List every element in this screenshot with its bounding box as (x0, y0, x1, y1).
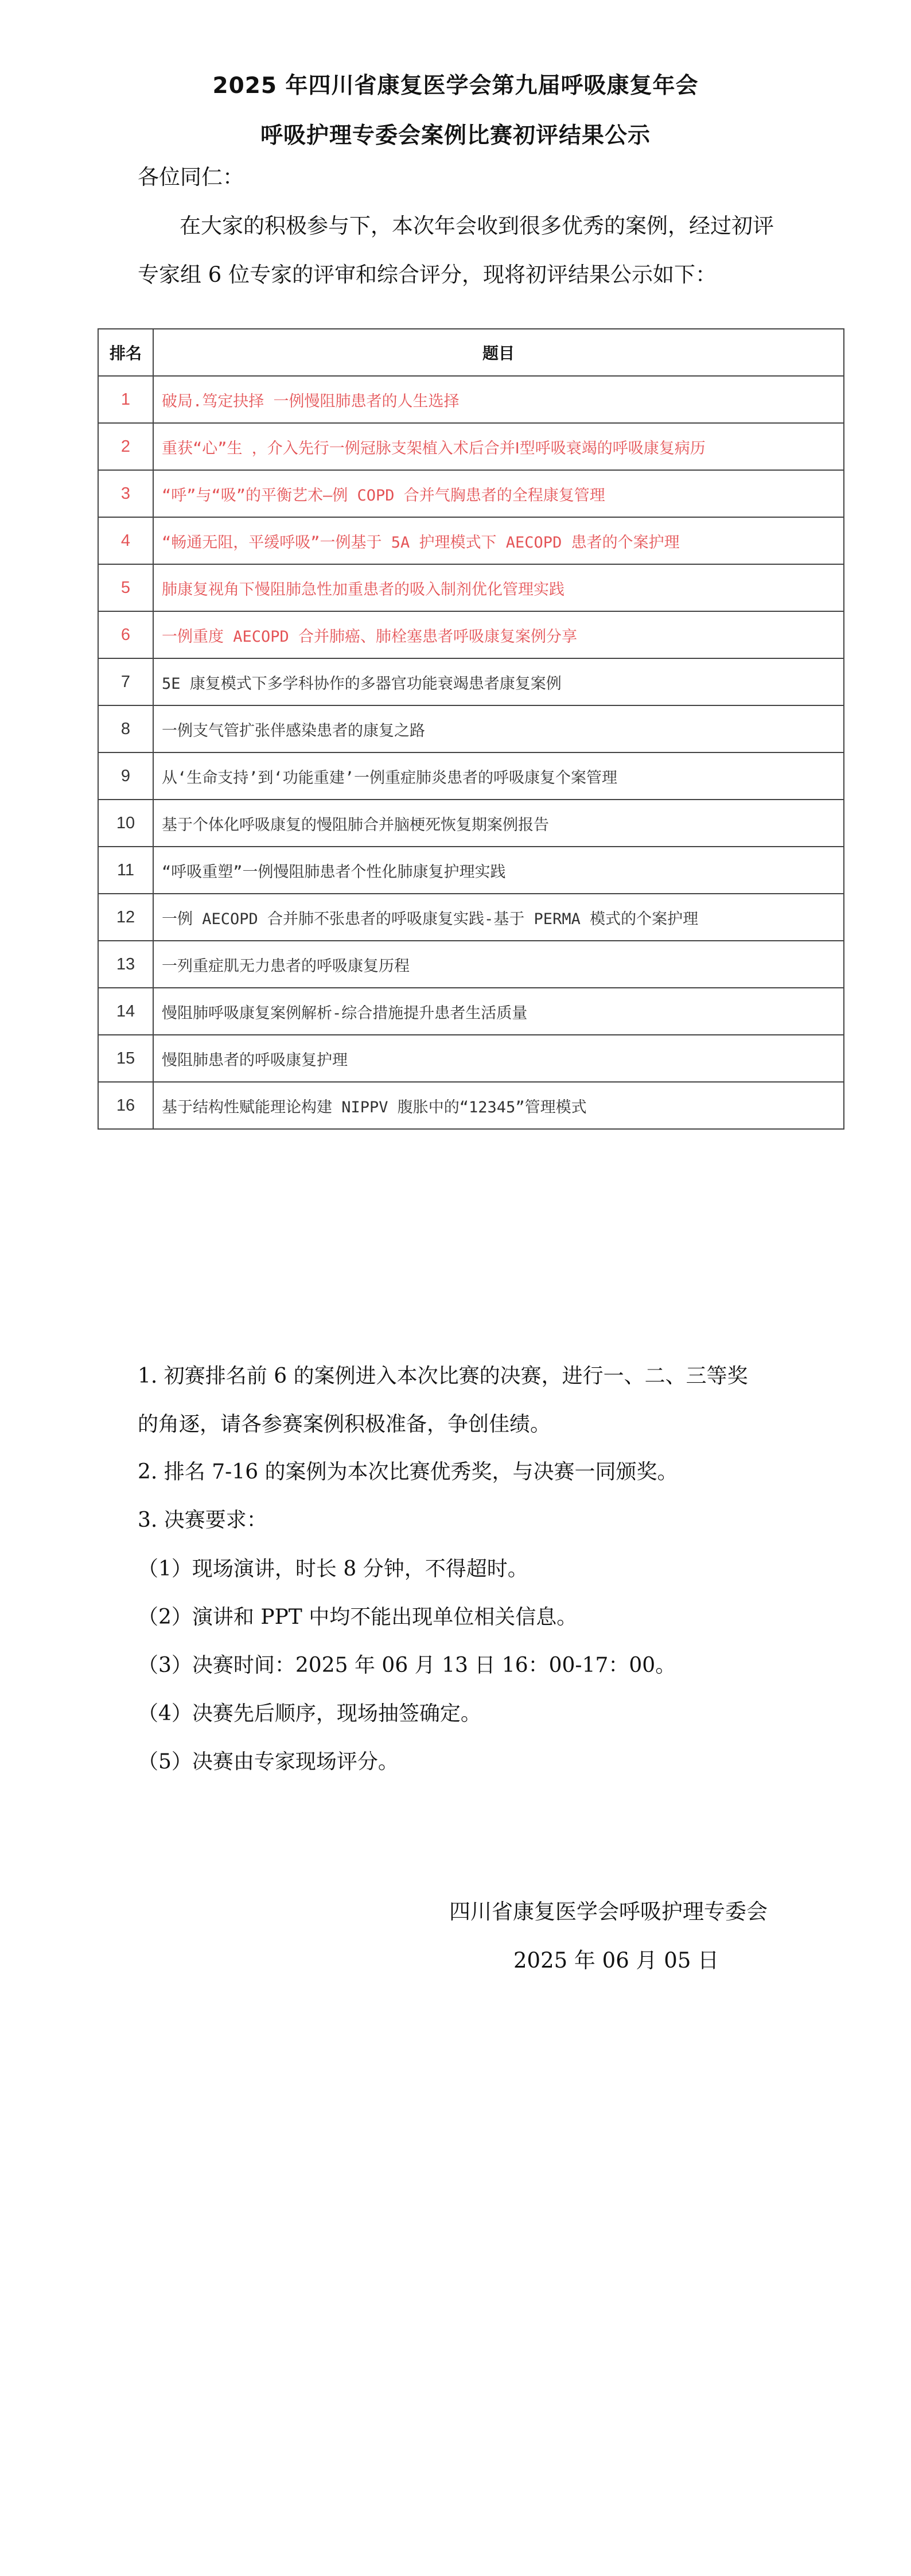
rank-cell: 3 (98, 470, 153, 517)
table-row (98, 423, 844, 470)
requirement-1: （1）现场演讲，时长 8 分钟，不得超时。 (138, 1557, 528, 1581)
requirement-5: （5）决赛由专家现场评分。 (138, 1750, 399, 1774)
rank-cell: 4 (98, 517, 153, 564)
topic-cell: 一列重症肌无力患者的呼吸康复历程 (153, 941, 844, 988)
table-row (98, 658, 844, 705)
table-row (98, 611, 844, 658)
intro-line-2: 专家组 6 位专家的评审和综合评分，现将初评结果公示如下： (138, 262, 717, 287)
topic-cell: 破局.笃定抉择 一例慢阻肺患者的人生选择 (153, 376, 844, 423)
table-row (98, 752, 844, 800)
rank-cell: 13 (98, 941, 153, 988)
intro-line-1: 在大家的积极参与下，本次年会收到很多优秀的案例，经过初评 (180, 214, 774, 238)
topic-cell: 一例 AECOPD 合并肺不张患者的呼吸康复实践-基于 PERMA 模式的个案护理 (153, 894, 844, 941)
rank-cell: 12 (98, 894, 153, 941)
topic-cell: 基于结构性赋能理论构建 NIPPV 腹胀中的“12345”管理模式 (153, 1082, 844, 1129)
table-row (98, 376, 844, 423)
table-header-row (98, 329, 844, 376)
rank-cell: 8 (98, 705, 153, 752)
topic-cell: “畅通无阻，平缓呼吸”一例基于 5A 护理模式下 AECOPD 患者的个案护理 (153, 517, 844, 564)
note-1-line-2: 的角逐，请各参赛案例积极准备，争创佳绩。 (138, 1413, 551, 1436)
note-3: 3. 决赛要求： (138, 1508, 267, 1532)
topic-cell: 慢阻肺患者的呼吸康复护理 (153, 1035, 844, 1082)
topic-cell: 重获“心”生 ，介入先行一例冠脉支架植入术后合并Ⅰ型呼吸衰竭的呼吸康复病历 (153, 423, 844, 470)
table-row (98, 941, 844, 988)
note-1-line-1: 1. 初赛排名前 6 的案例进入本次比赛的决赛，进行一、二、三等奖 (138, 1364, 748, 1388)
rank-cell: 6 (98, 611, 153, 658)
table-row (98, 1035, 844, 1082)
greeting: 各位同仁： (138, 165, 244, 189)
rank-cell: 16 (98, 1082, 153, 1129)
results-table (98, 328, 844, 1130)
topic-cell: 一例支气管扩张伴感染患者的康复之路 (153, 705, 844, 752)
rank-cell: 1 (98, 376, 153, 423)
topic-cell: 慢阻肺呼吸康复案例解析-综合措施提升患者生活质量 (153, 988, 844, 1035)
table-row (98, 988, 844, 1035)
table-row (98, 800, 844, 847)
topic-cell: 基于个体化呼吸康复的慢阻肺合并脑梗死恢复期案例报告 (153, 800, 844, 847)
table-row (98, 847, 844, 894)
rank-cell: 9 (98, 752, 153, 800)
table-row (98, 517, 844, 564)
rank-cell: 11 (98, 847, 153, 894)
title-line-2: 呼吸护理专委会案例比赛初评结果公示 (260, 123, 651, 149)
requirement-2: （2）演讲和 PPT 中均不能出现单位相关信息。 (138, 1605, 578, 1629)
rank-cell: 14 (98, 988, 153, 1035)
signature-date: 2025 年 06 月 05 日 (513, 1948, 719, 1973)
topic-cell: 肺康复视角下慢阻肺急性加重患者的吸入制剂优化管理实践 (153, 564, 844, 611)
topic-header: 题目 (153, 329, 844, 376)
topic-cell: “呼”与“吸”的平衡艺术—例 COPD 合并气胸患者的全程康复管理 (153, 470, 844, 517)
results-body (98, 376, 844, 1129)
note-2: 2. 排名 7-16 的案例为本次比赛优秀奖，与决赛一同颁奖。 (138, 1460, 678, 1484)
table-row (98, 705, 844, 752)
requirement-3: （3）决赛时间：2025 年 06 月 13 日 16：00-17：00。 (138, 1654, 676, 1677)
table-row (98, 470, 844, 517)
rank-cell: 10 (98, 800, 153, 847)
requirement-4: （4）决赛先后顺序，现场抽签确定。 (138, 1702, 481, 1725)
table-row (98, 1082, 844, 1129)
table-row (98, 894, 844, 941)
topic-cell: 从‘生命支持’到‘功能重建’一例重症肺炎患者的呼吸康复个案管理 (153, 752, 844, 800)
title-line-1: 2025 年四川省康复医学会第九届呼吸康复年会 (212, 73, 699, 99)
topic-cell: “呼吸重塑”一例慢阻肺患者个性化肺康复护理实践 (153, 847, 844, 894)
rank-cell: 2 (98, 423, 153, 470)
signature-organization: 四川省康复医学会呼吸护理专委会 (449, 1899, 768, 1924)
rank-cell: 5 (98, 564, 153, 611)
rank-cell: 15 (98, 1035, 153, 1082)
topic-cell: 一例重度 AECOPD 合并肺癌、肺栓塞患者呼吸康复案例分享 (153, 611, 844, 658)
topic-cell: 5E 康复模式下多学科协作的多器官功能衰竭患者康复案例 (153, 658, 844, 705)
rank-cell: 7 (98, 658, 153, 705)
rank-header: 排名 (98, 329, 153, 376)
table-row (98, 564, 844, 611)
